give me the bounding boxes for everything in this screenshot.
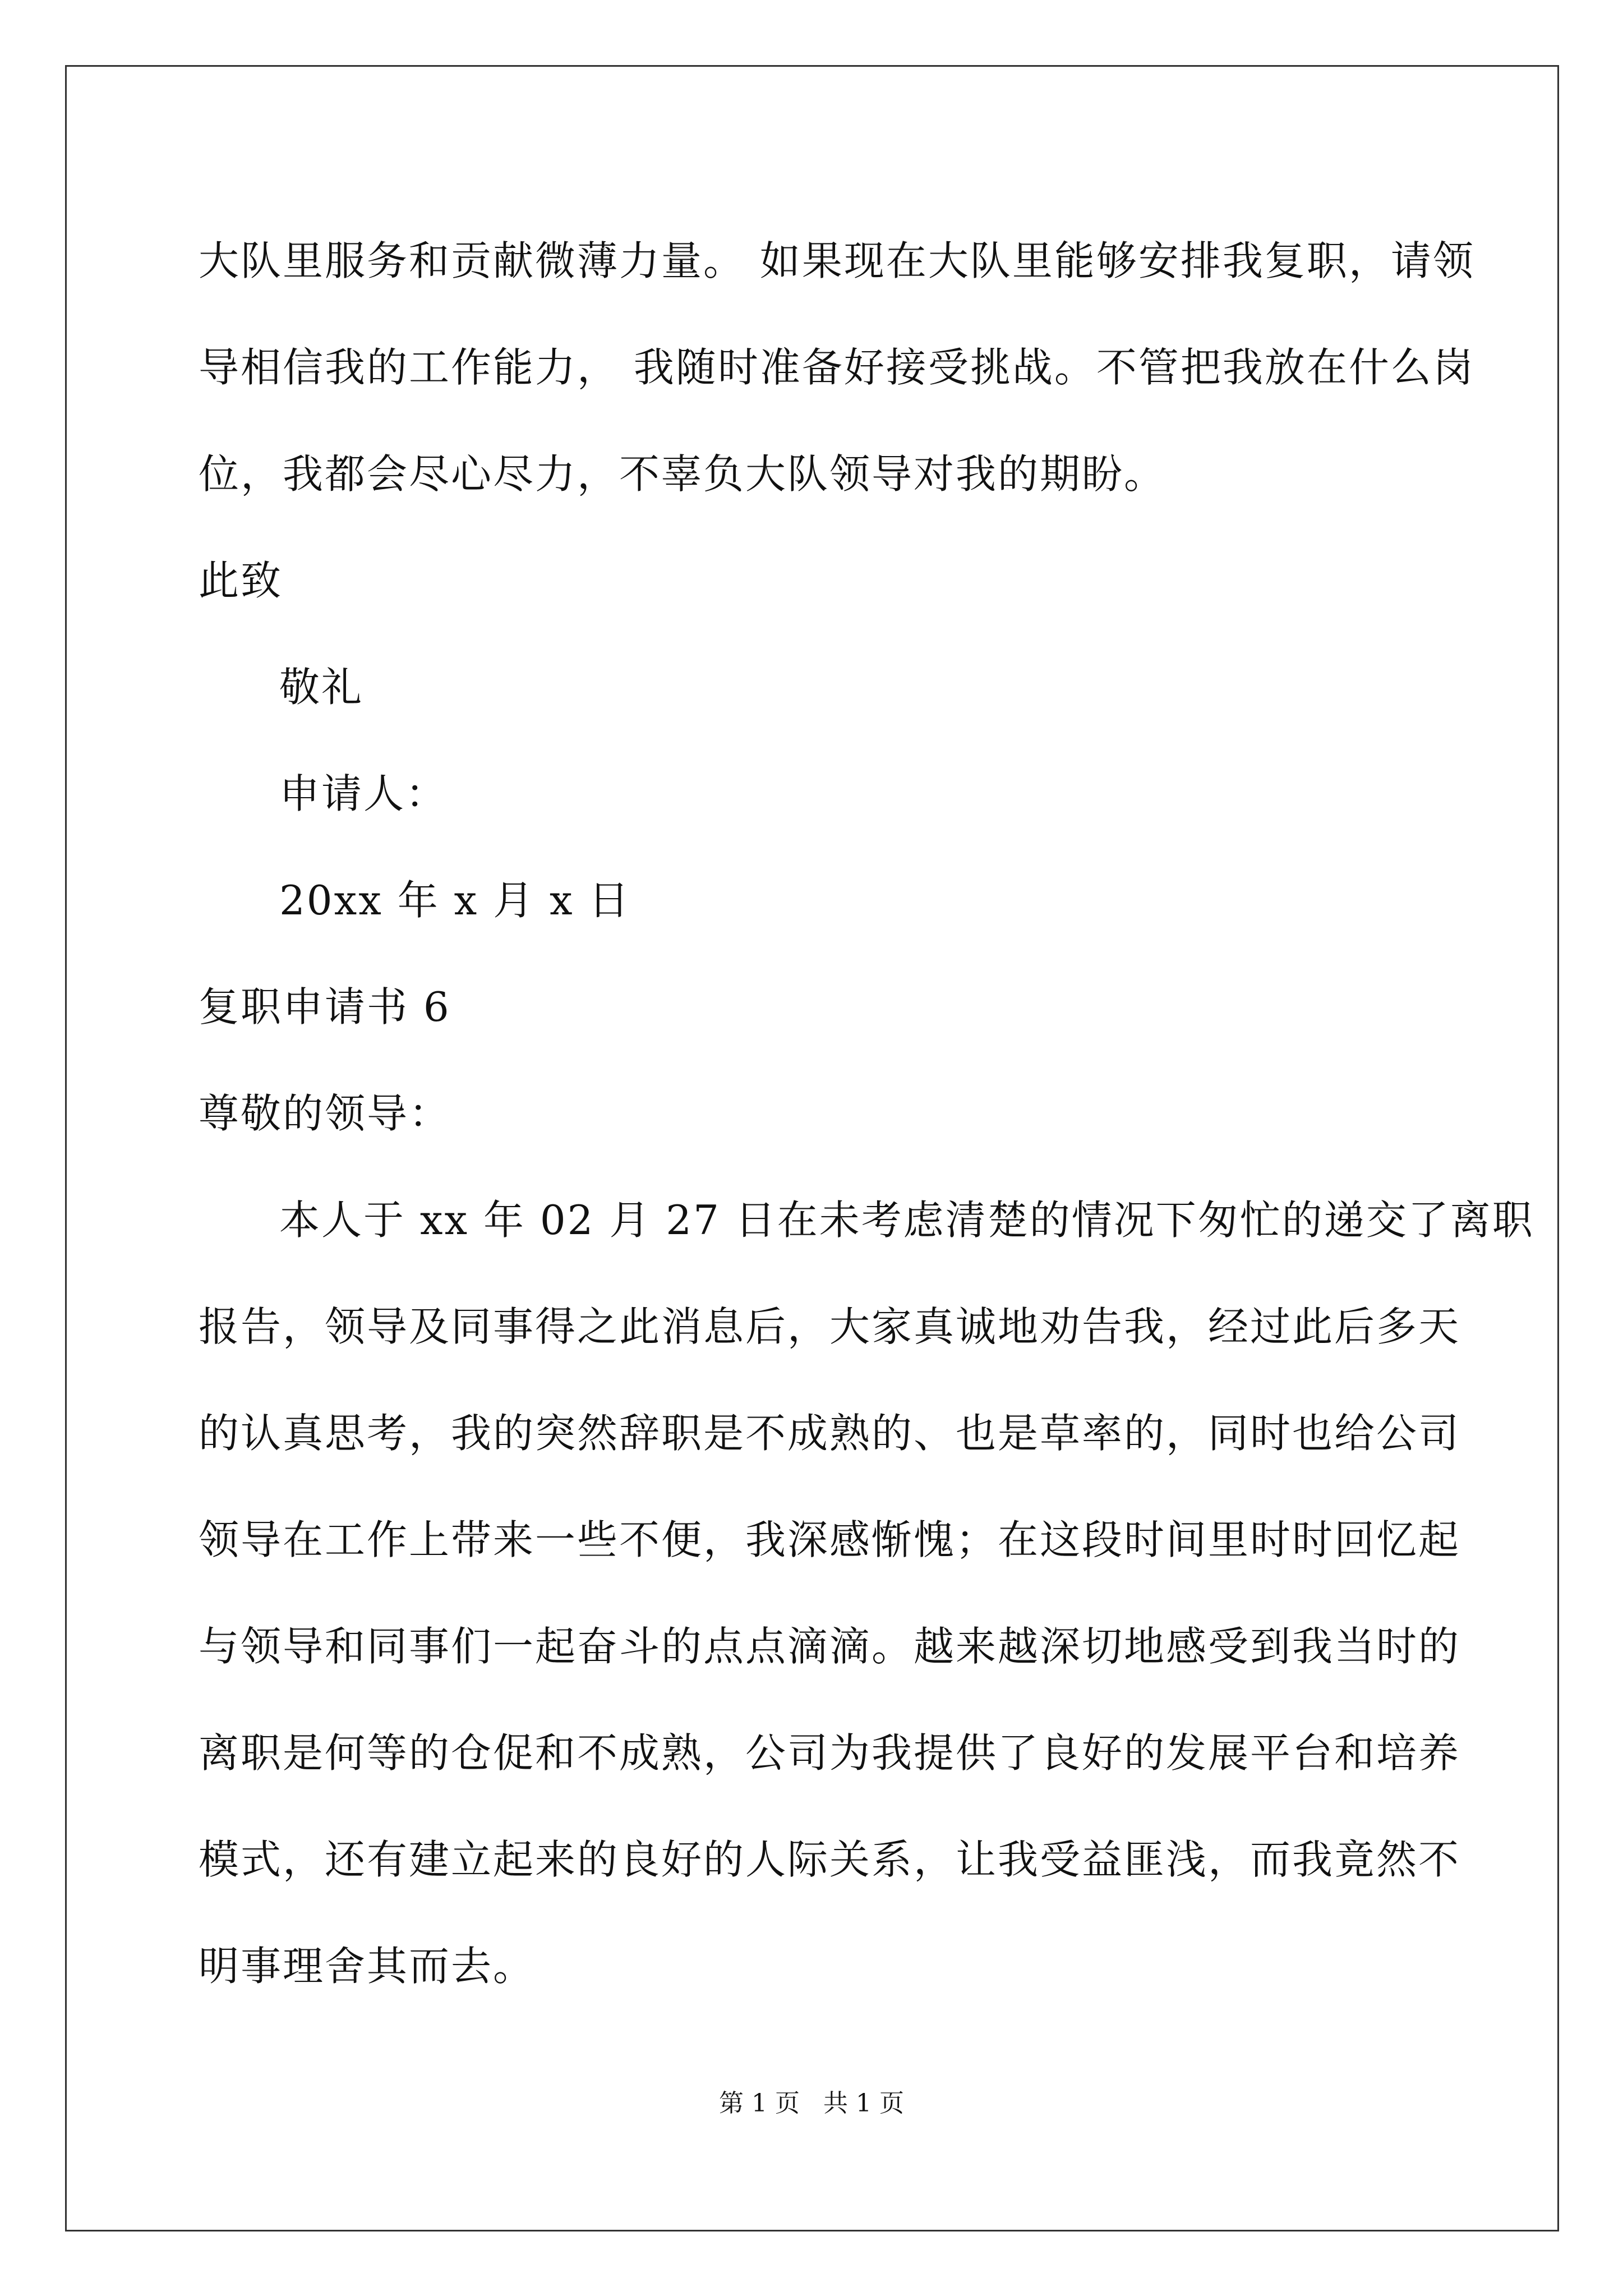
closing-regards: 敬礼 — [279, 664, 364, 711]
paragraph-line: 明事理舍其而去。 — [199, 1943, 536, 1990]
paragraph-line: 位，我都会尽心尽力，不辜负大队领导对我的期盼。 — [199, 450, 1166, 498]
paragraph-line: 大队里服务和贡献微薄力量。 如果现在大队里能够安排我复职，请领 — [199, 237, 1475, 284]
paragraph-line: 本人于 xx 年 02 月 27 日在未考虑清楚的情况下匆忙的递交了离职 — [279, 1197, 1534, 1244]
paragraph-line: 导相信我的工作能力， 我随时准备好接受挑战。不管把我放在什么岗 — [199, 344, 1475, 391]
paragraph-line: 离职是何等的仓促和不成熟，公司为我提供了良好的发展平台和培养 — [199, 1729, 1461, 1777]
document-body — [199, 208, 1534, 2019]
section-title: 复职申请书 6 — [199, 983, 451, 1030]
applicant-label: 申请人： — [279, 770, 448, 817]
signature-date: 20xx 年 x 月 x 日 — [279, 877, 631, 924]
greeting: 尊敬的领导： — [199, 1090, 451, 1137]
paragraph-line: 与领导和同事们一起奋斗的点点滴滴。越来越深切地感受到我当时的 — [199, 1623, 1461, 1670]
closing-salutation: 此致 — [199, 557, 283, 604]
paragraph-line: 领导在工作上带来一些不便，我深感惭愧；在这段时间里时时回忆起 — [199, 1516, 1461, 1563]
paragraph-line: 模式，还有建立起来的良好的人际关系，让我受益匪浅，而我竟然不 — [199, 1836, 1461, 1883]
paragraph-line: 的认真思考，我的突然辞职是不成熟的、也是草率的，同时也给公司 — [199, 1410, 1461, 1457]
paragraph-line: 报告，领导及同事得之此消息后，大家真诚地劝告我，经过此后多天 — [199, 1303, 1461, 1350]
page-number: 第 1 页 共 1 页 — [719, 2089, 904, 2118]
